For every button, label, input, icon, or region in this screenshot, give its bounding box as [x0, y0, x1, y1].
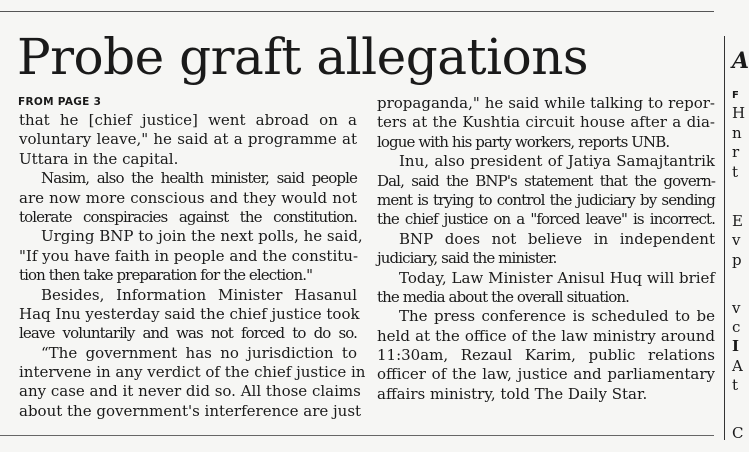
text-line: Urging BNP to join the next polls, he said,: [41, 227, 363, 246]
fragment-text: t: [732, 376, 739, 394]
text-line: affairs ministry, told The Daily Star.: [377, 384, 648, 403]
text-line: the chief justice on a "forced leave" is incorrect.: [377, 210, 715, 229]
fragment-text: c: [732, 318, 741, 336]
fragment-text: t: [732, 163, 739, 181]
text-line: "If you have faith in people and the constitu-: [19, 246, 359, 265]
fragment-text: A: [732, 357, 743, 375]
headline: Probe graft allegations: [17, 28, 589, 86]
text-line: about the government's interference are just: [19, 401, 362, 420]
text-line: held at the office of the law ministry around: [377, 326, 715, 345]
fragment-text: v: [732, 299, 741, 317]
text-line: tolerate conspiracies against the constitution.: [19, 207, 357, 226]
text-line: Dal, said the BNP's statement that the govern-: [377, 171, 715, 190]
text-line: The press conference is scheduled to be: [399, 307, 715, 326]
text-line: officer of the law, justice and parliamentary: [377, 365, 715, 384]
fragment-text: I: [732, 337, 740, 355]
text-line: any case and it never did so. All those claims: [19, 382, 361, 401]
text-line: logue with his party workers, reports UNB.: [377, 132, 670, 151]
text-line: BNP does not believe in independent: [399, 229, 715, 248]
text-line: Nasim, also the health minister, said people: [41, 169, 357, 188]
bottom-rule: [0, 435, 714, 436]
text-line: intervene in any verdict of the chief justice in: [19, 363, 366, 382]
article-column-2: [377, 94, 715, 404]
text-line: Inu, also president of Jatiya Samajtantrik: [399, 152, 715, 171]
fragment-text: A: [732, 48, 749, 74]
fragment-text: C: [732, 424, 744, 442]
text-line: Haq Inu yesterday said the chief justice took: [19, 304, 360, 323]
text-line: that he [chief justice] went abroad on a: [19, 111, 357, 129]
text-line: Today, Law Minister Anisul Huq will brief: [399, 268, 715, 287]
text-line: ment is trying to control the judiciary by sending: [377, 190, 715, 209]
continuation-kicker: FROM PAGE 3: [18, 96, 102, 108]
text-line: judiciary, said the minister.: [377, 249, 557, 268]
text-line: Uttara in the capital.: [19, 149, 179, 168]
fragment-text: p: [732, 251, 742, 269]
fragment-text: n: [732, 124, 742, 142]
text-line: 11:30am, Rezaul Karim, public relations: [377, 346, 715, 365]
fragment-text: E: [732, 212, 743, 230]
text-line: Besides, Information Minister Hasanul: [41, 285, 357, 304]
text-line: ters at the Kushtia circuit house after a dia-: [377, 113, 715, 132]
text-line: leave voluntarily and was not forced to do so.: [19, 324, 357, 343]
text-line: are now more conscious and they would not: [19, 188, 357, 207]
top-rule: [0, 11, 714, 12]
article-column-1: [19, 111, 366, 421]
text-line: the media about the overall situation.: [377, 287, 629, 306]
text-line: propaganda," he said while talking to repor-: [377, 94, 715, 112]
text-line: tion then take preparation for the election.": [19, 266, 313, 285]
text-line: “The government has no jurisdiction to: [41, 343, 357, 362]
fragment-text: F: [732, 90, 739, 101]
column-separator: [724, 36, 725, 440]
fragment-text: v: [732, 231, 741, 249]
fragment-text: r: [732, 143, 740, 161]
text-line: voluntary leave," he said at a programme at: [19, 130, 357, 149]
fragment-text: H: [732, 104, 746, 122]
